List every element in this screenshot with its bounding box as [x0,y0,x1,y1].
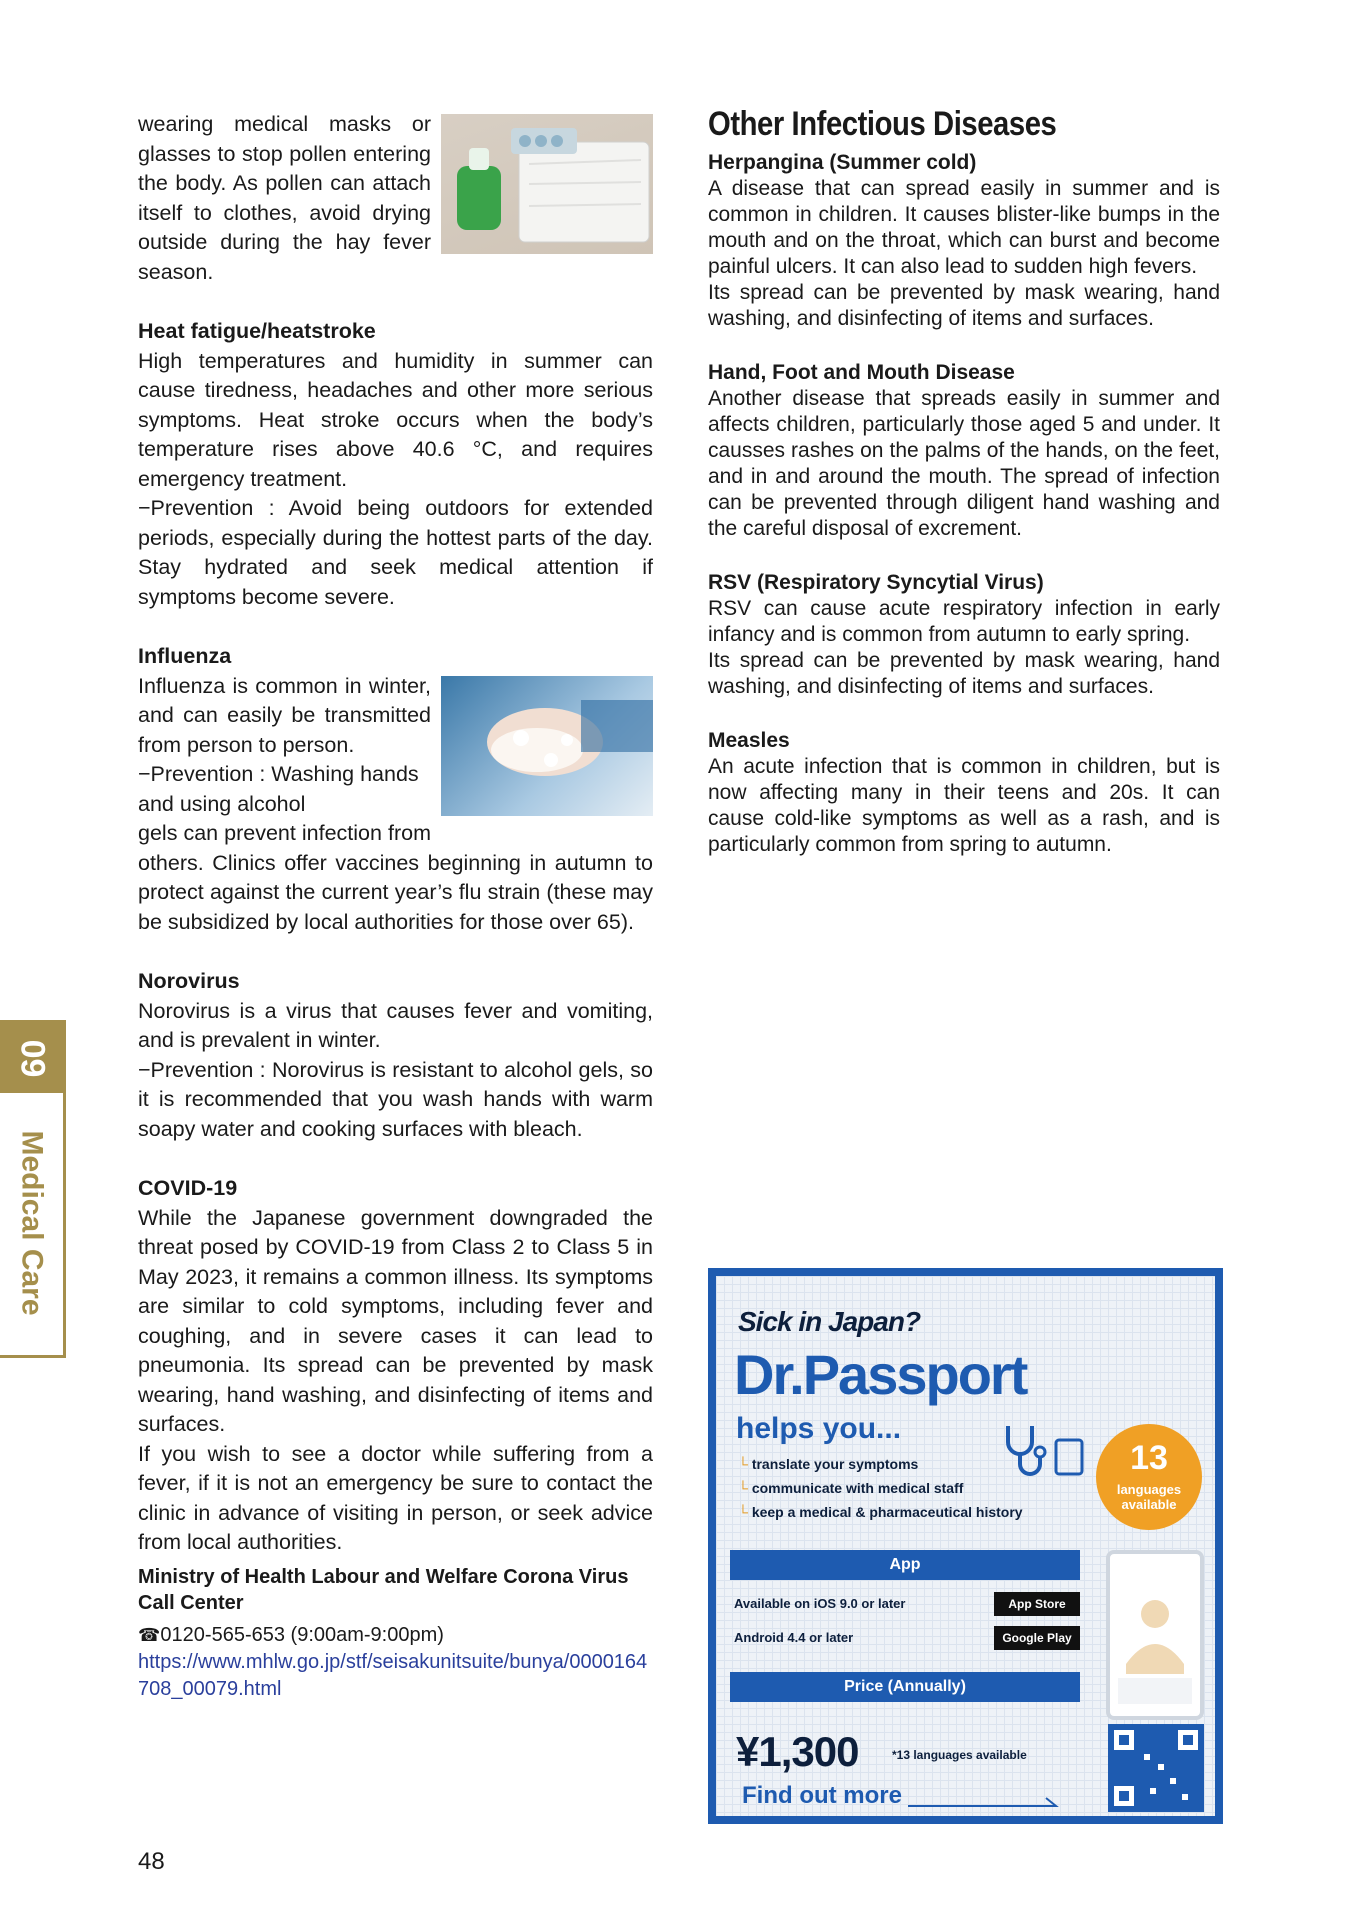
covid-body-2: If you wish to see a doctor while suffering from a fever, if it is not an emergency be sure to contact the clinic in advance of visiting in person, or seek advice from local authorities. [138,1441,653,1554]
app-store-button[interactable]: App Store [994,1592,1080,1616]
norovirus-prevention: −Prevention : Norovirus is resistant to alcohol gels, so it is recommended that you wash hands with warm soapy water and cooking surfaces with bleach. [138,1057,653,1141]
rsv-heading: RSV (Respiratory Syncytial Virus) [708,571,1044,594]
ad-feature-item: └ communicate with medical staff [738,1480,1023,1496]
heat-heading: Heat fatigue/heatstroke [138,319,376,343]
ad-feature-item: └ translate your symptoms [738,1456,1023,1472]
chapter-label: Medical Care [15,1130,49,1316]
ministry-name: Ministry of Health Labour and Welfare Corona Virus Call Center [138,1565,629,1614]
chapter-tab [0,1020,66,1358]
app-bar: App [730,1550,1080,1580]
android-requirement: Android 4.4 or later [734,1630,854,1645]
section-title: Other Infectious Diseases [708,105,1057,143]
qr-code-icon [1108,1724,1204,1812]
tel-line [138,1622,653,1649]
norovirus-body: Norovirus is a virus that causes fever and vomiting, and is prevalent in winter. [138,998,653,1052]
ad-price-note: *13 languages available [892,1748,1027,1762]
price-bar: Price (Annually) [730,1672,1080,1702]
ad-sick-text: Sick in Japan? [738,1306,921,1337]
heat-prevention: −Prevention : Avoid being outdoors for extended periods, especially during the hottest parts of the day. Stay hydrated and seek medical attention if symptoms become severe. [138,496,653,609]
influenza-body: Influenza is common in winter, and can easily be transmitted from person to person. [138,673,431,757]
badge-text: languages available [1116,1482,1182,1512]
masks-illustration [441,114,653,254]
covid-heading: COVID-19 [138,1176,238,1200]
qr-code[interactable] [1108,1724,1204,1812]
herpangina-heading: Herpangina (Summer cold) [708,151,977,174]
telephone-icon: ☎ [138,1624,161,1645]
languages-badge [1096,1424,1202,1530]
ad-brand: Dr.Passport [734,1343,1027,1406]
measles-heading: Measles [708,729,790,752]
ad-feature-item: └ keep a medical & pharmaceutical history [738,1504,1023,1520]
herpangina-body-2: Its spread can be prevented by mask wearing, hand washing, and disinfecting of items and surfaces. [708,281,1220,330]
pollen-text: wearing medical masks or glasses to stop pollen entering the body. As pollen can attach itself to clothes, avoid drying outside during the hay fever season. [138,112,431,284]
heat-body: High temperatures and humidity in summer can cause tiredness, headaches and other more serious symptoms. Heat stroke occurs when the body’s temperature rises above 40.6 °C, and requires emergency treatment. [138,348,653,491]
rsv-body-2: Its spread can be prevented by mask wearing, hand washing, and disinfecting of items and surfaces. [708,649,1220,698]
phone-mockup [1106,1550,1204,1720]
tel-number: 0120-565-653 (9:00am-9:00pm) [160,1623,444,1646]
herpangina-body-1: A disease that can spread easily in summer and is common in children. It causes blister-like bumps in the mouth and on the throat, which can burst and become painful ulcers. It can also lead to sudden high fevers. [708,177,1220,278]
google-play-button[interactable]: Google Play [994,1626,1080,1650]
arrow-right-icon [906,1796,1066,1810]
ad-feature-list [738,1456,1023,1528]
covid-body-1: While the Japanese government downgraded the threat posed by COVID-19 from Class 2 to Class 5 in May 2023, it remains a common illness. Its symptoms are similar to cold symptoms, including fever and coughing, and in severe cases it can lead to pneumonia. Its spread can be prevented by mask wearing, hand washing, and disinfecting of items and surfaces. [138,1205,653,1436]
rsv-body-1: RSV can cause acute respiratory infection in early infancy and is common from autumn to early spring. [708,597,1220,646]
influenza-prevention-b: gels can prevent infection from others. Clinics offer vaccines beginning in autumn to protect against the current year’s flu strain (these may be subsidized by local authorities for those over 65). [138,821,653,934]
find-out-more-link[interactable]: Find out more [742,1782,902,1809]
chapter-number: 09 [0,1023,63,1093]
measles-body: An acute infection that is common in children, but is now affecting many in their teens and 20s. It can cause cold-like symptoms as well as a rash, and is particularly common from spring to autumn. [708,755,1220,856]
influenza-heading: Influenza [138,644,232,668]
hfmd-heading: Hand, Foot and Mouth Disease [708,361,1015,384]
right-column [708,104,1220,858]
hfmd-body: Another disease that spreads easily in summer and affects children, particularly those aged 5 and under. It causses rashes on the palms of the hands, on the feet, and in and around the mouth. The spread of infection can be prevented through diligent hand washing and the careful disposal of excrement. [708,387,1220,540]
covid-url-link[interactable]: https://www.mhlw.go.jp/stf/seisakunitsuite/bunya/0000164708_00079.html [138,1650,648,1700]
page-number: 48 [138,1848,165,1875]
body-figure-icon [1110,1554,1200,1714]
ios-requirement: Available on iOS 9.0 or later [734,1596,906,1611]
masks-photo [441,114,653,254]
handwashing-illustration [441,676,653,816]
influenza-prevention-a: −Prevention : Washing hands and using alcohol [138,762,419,816]
norovirus-heading: Norovirus [138,969,240,993]
dr-passport-ad[interactable] [708,1268,1223,1824]
left-column [138,110,653,1703]
ad-helps: helps you... [736,1412,902,1445]
ad-price: ¥1,300 [736,1728,859,1775]
handwashing-photo [441,676,653,816]
badge-number: 13 [1130,1439,1168,1477]
